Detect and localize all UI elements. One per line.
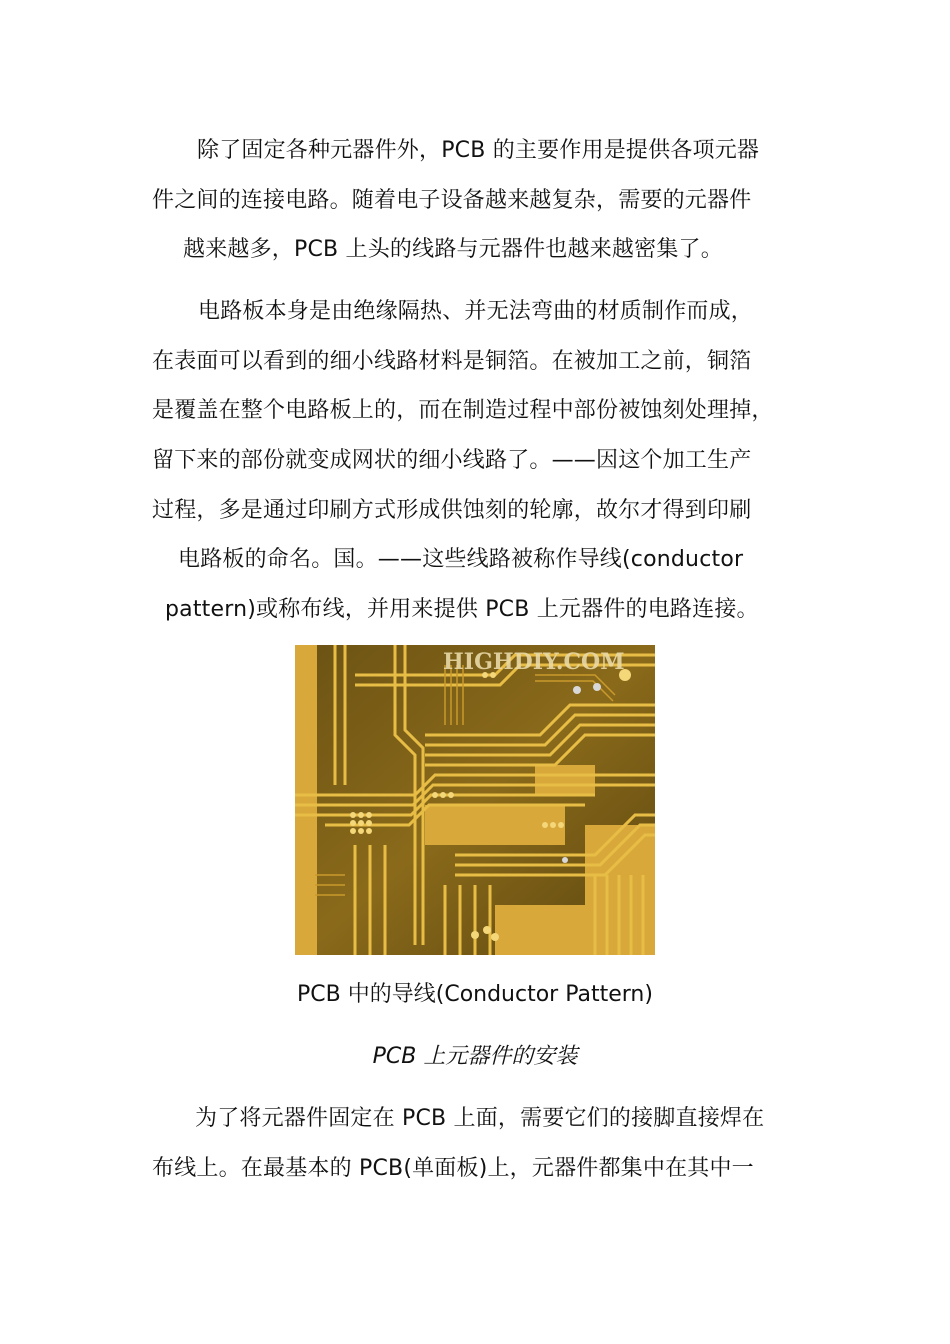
paragraph-2-line-2: 在表面可以看到的细小线路材料是铜箔。在被加工之前，铜箔 <box>152 349 752 374</box>
figure-caption: PCB 中的导线(Conductor Pattern) <box>297 982 653 1007</box>
paragraph-2-line-6: 电路板的命名。国。——这些线路被称作导线(conductor <box>178 547 744 572</box>
paragraph-2-line-5: 过程，多是通过印刷方式形成供蚀刻的轮廓，故尔才得到印刷 <box>152 498 752 523</box>
paragraph-1-line-1: 除了固定各种元器件外，PCB 的主要作用是提供各项元器 <box>197 138 760 163</box>
paragraph-2-line-4: 留下来的部份就变成网状的细小线路了。——因这个加工生产 <box>152 448 752 473</box>
paragraph-2-line-7: pattern)或称布线，并用来提供 PCB 上元器件的电路连接。 <box>165 597 759 622</box>
paragraph-3-line-1: 为了将元器件固定在 PCB 上面，需要它们的接脚直接焊在 <box>195 1106 765 1131</box>
paragraph-3-line-2: 布线上。在最基本的 PCB(单面板)上，元器件都集中在其中一 <box>152 1156 754 1181</box>
paragraph-1-line-2: 件之间的连接电路。随着电子设备越来越复杂，需要的元器件 <box>152 188 752 213</box>
section-heading: PCB 上元器件的安装 <box>372 1044 578 1069</box>
paragraph-2-line-3: 是覆盖在整个电路板上的，而在制造过程中部份被蚀刻处理掉， <box>152 398 774 423</box>
paragraph-2-line-1: 电路板本身是由绝缘隔热、并无法弯曲的材质制作而成， <box>198 299 754 324</box>
paragraph-1-line-3: 越来越多，PCB 上头的线路与元器件也越来越密集了。 <box>183 237 723 262</box>
watermark-text: HIGHDIY.COM <box>443 649 625 675</box>
pcb-photo <box>295 645 655 955</box>
